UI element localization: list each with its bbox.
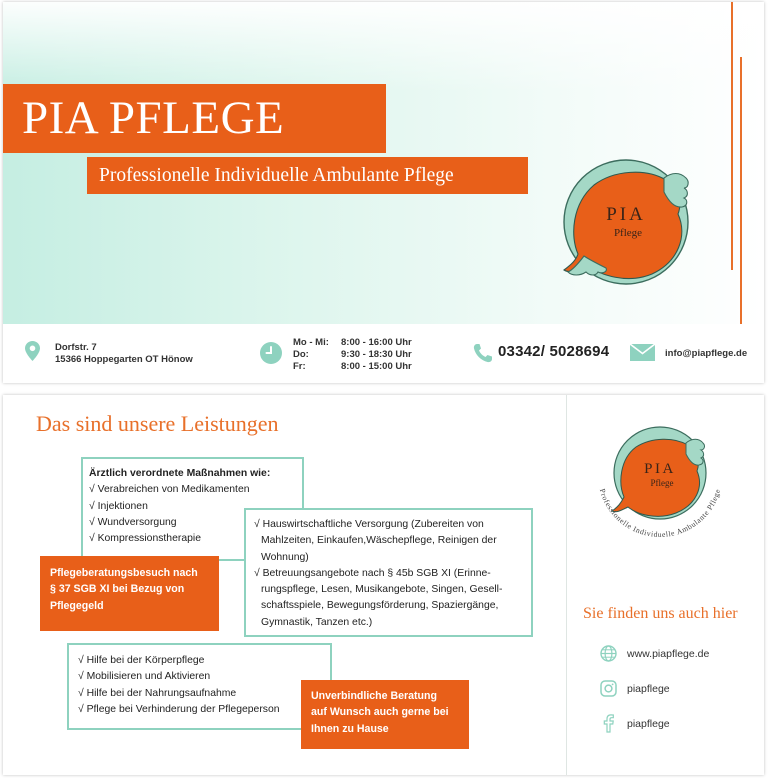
service-box-household [244,508,533,637]
business-card-back [3,395,764,775]
social-facebook[interactable] [600,714,670,733]
text-line: rungspflege, Lesen, Musikangebote, Singen, Gesell- [261,584,503,596]
logo-word: PIA [606,204,646,225]
location-pin-icon [25,341,40,361]
text-line: Mahlzeiten, Einkaufen,Wäschepflege, Reinigen der [261,535,497,547]
list-item: √ Wundversorgung [89,516,177,528]
text-line: Pflegeberatungsbesuch nach [50,567,198,579]
brand-subtitle: Professionelle Individuelle Ambulante Pflege [87,157,528,194]
website-link[interactable]: www.piapflege.de [627,647,710,660]
pia-logo [560,152,698,288]
text-line: Wohnung) [261,551,309,563]
address-line2: 15366 Hoppegarten OT Hönow [55,354,193,365]
text-line: √ Betreuungsangebote nach § 45b SGB XI (Erinne- [254,567,491,579]
text-line: auf Wunsch auch gerne bei [311,706,449,719]
opening-hours [293,337,412,373]
text-line: Pflegegeld [50,599,104,612]
logo-ring-text: Professionelle Individuelle Ambulante Pflege [597,487,723,539]
service-box-care [67,643,332,730]
list-item: √ Verabreichen von Medikamenten [89,484,250,496]
phone-number: 03342/ 5028694 [498,343,610,360]
brand-title: PIA PFLEGE [3,84,386,153]
text-line: Ihnen zu Hause [311,722,389,735]
logo-sub: Pflege [650,478,674,488]
instagram-icon [600,680,617,697]
box-heading: Ärztlich verordnete Maßnahmen wie: [89,468,271,479]
decorative-line [740,57,742,325]
social-website[interactable] [600,645,709,662]
social-instagram[interactable] [600,680,670,697]
hours-row: Fr: 8:00 - 15:00 Uhr [293,361,412,372]
logo-sub: Pflege [613,227,643,239]
address [55,342,193,366]
email-address: info@piapflege.de [665,348,748,359]
text-line: § 37 SGB XI bei Bezug von [50,583,185,596]
services-heading: Das sind unsere Leistungen [36,411,279,436]
home-consultation-box [301,680,469,749]
divider [566,395,567,775]
logo-word: PIA [644,461,676,477]
text-line: schaftsspiele, Bewegungsförderung, Spaziergänge, [261,600,499,612]
hours-row: Do: 9:30 - 18:30 Uhr [293,349,412,360]
globe-icon [600,645,617,662]
social-heading: Sie finden uns auch hier [583,605,738,622]
decorative-line [731,2,733,270]
list-item: √ Pflege bei Verhinderung der Pflegeperson [78,703,280,715]
counseling-visit-box [40,556,219,631]
hours-row: Mo - Mi: 8:00 - 16:00 Uhr [293,337,412,348]
instagram-handle[interactable]: piapflege [627,682,670,695]
text-line: Gymnastik, Tanzen etc.) [261,616,373,628]
business-card-front [3,2,764,383]
text-line: Unverbindliche Beratung [311,690,437,702]
facebook-icon [600,714,617,733]
list-item: √ Mobilisieren und Aktivieren [78,671,211,683]
list-item: √ Kompressionstherapie [89,533,201,545]
list-item: √ Injektionen [89,500,148,512]
list-item: √ Hilfe bei der Nahrungsaufnahme [78,687,237,699]
text-line: √ Hauswirtschaftliche Versorgung (Zubereiten von [254,519,484,530]
facebook-handle[interactable]: piapflege [627,717,670,730]
pia-logo-with-ring-text [590,425,730,545]
mail-icon [630,344,655,361]
list-item: √ Hilfe bei der Körperpflege [78,655,205,666]
clock-icon [260,342,282,364]
address-line1: Dorfstr. 7 [55,342,97,353]
phone-icon [473,343,493,363]
